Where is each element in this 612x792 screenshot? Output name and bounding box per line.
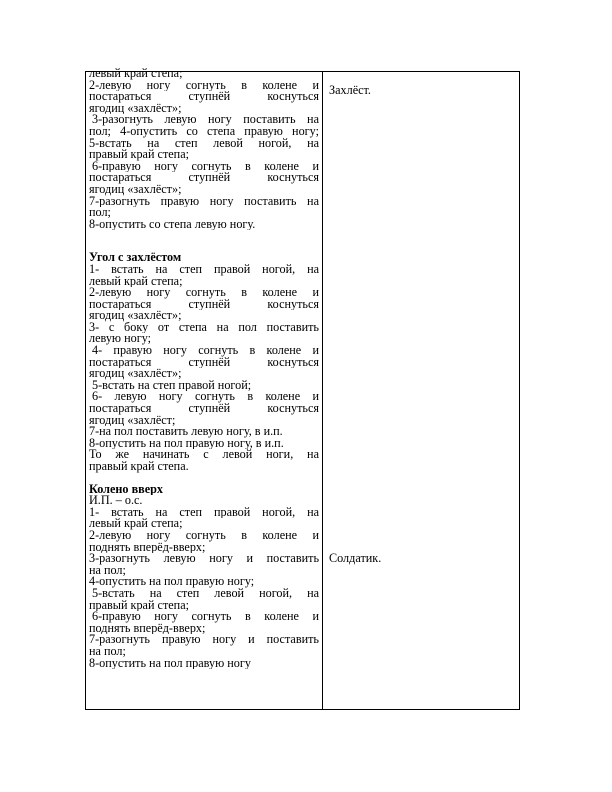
- text-line: поднять вперёд-вверх;: [89, 622, 206, 635]
- text-line: 3-разогнуть левую ногу и поставить: [89, 553, 319, 565]
- section-heading: Угол с захлёстом: [89, 252, 182, 264]
- text-line: 6-правую ногу согнуть в колене и: [92, 160, 319, 173]
- text-line: 5-встать на степ левой ногой, на: [92, 587, 319, 600]
- block-2: [89, 252, 319, 472]
- text-line: ягодиц «захлёст»;: [89, 183, 182, 196]
- text-line: 3- с боку от степа на пол поставить: [89, 321, 319, 334]
- text-line: поднять вперёд-вверх;: [89, 541, 206, 554]
- text-line: 2-левую ногу согнуть в колене и: [89, 287, 319, 299]
- text-line: постараться ступнёй коснуться: [89, 356, 319, 369]
- text-line: левый край степа;: [89, 275, 183, 288]
- text-line: ягодиц «захлёст;: [89, 414, 176, 427]
- text-line: левый край степа;: [89, 68, 183, 80]
- text-line: 4- правую ногу согнуть в колене и: [92, 345, 319, 357]
- text-line: на пол;: [89, 645, 126, 658]
- left-column: [89, 68, 319, 669]
- note-soldatik: Солдатик.: [329, 551, 382, 565]
- block-1: [89, 68, 319, 230]
- text-line: пол;: [89, 207, 111, 219]
- note-zakhlyost: Захлёст.: [329, 83, 371, 97]
- text-line: То же начинать с левой ноги, на: [89, 449, 319, 461]
- text-line: постараться ступнёй коснуться: [89, 172, 319, 184]
- text-line: ягодиц «захлёст»;: [89, 310, 182, 322]
- text-line: правый край степа;: [89, 599, 189, 612]
- column-divider: [322, 71, 323, 710]
- text-line: 8-опустить со степа левую ногу.: [89, 218, 256, 231]
- text-line: постараться ступнёй коснуться: [89, 403, 319, 415]
- text-line: на пол;: [89, 564, 126, 577]
- text-line: 2-левую ногу согнуть в колене и: [89, 79, 319, 92]
- text-line: 4-опустить на пол правую ногу;: [89, 576, 255, 588]
- text-line: 7-разогнуть правую ногу и поставить: [89, 634, 319, 646]
- text-line: 8-опустить на пол правую ногу: [89, 657, 251, 670]
- text-line: 6- левую ногу согнуть в колене и: [92, 391, 319, 404]
- block-3: [89, 484, 319, 670]
- section-heading: Колено вверх: [89, 483, 164, 496]
- text-line: 7-на пол поставить левую ногу, в и.п.: [89, 426, 283, 438]
- text-line: постараться ступнёй коснуться: [89, 91, 319, 103]
- text-line: левый край степа;: [89, 518, 183, 530]
- text-line: ягодиц «захлёст»;: [89, 102, 182, 115]
- text-line: 1- встать на степ правой ногой, на: [89, 506, 319, 519]
- text-line: И.П. – о.с.: [89, 495, 143, 507]
- text-line: правый край степа.: [89, 461, 189, 473]
- text-line: 5-встать на степ правой ногой;: [92, 379, 252, 392]
- text-line: 2-левую ногу согнуть в колене и: [89, 529, 319, 542]
- text-line: левую ногу;: [89, 333, 152, 346]
- text-line: пол; 4-опустить со степа правую ногу;: [89, 125, 319, 138]
- text-line: 8-опустить на пол правую ногу, в и.п.: [89, 437, 284, 450]
- text-line: ягодиц «захлёст»;: [89, 368, 182, 380]
- text-line: 5-встать на степ левой ногой, на: [89, 137, 319, 150]
- text-line: 1- встать на степ правой ногой, на: [89, 263, 319, 276]
- text-line: 3-разогнуть левую ногу поставить на: [92, 114, 319, 126]
- text-line: правый край степа;: [89, 149, 189, 161]
- text-line: постараться ступнёй коснуться: [89, 298, 319, 311]
- text-line: 6-правую ногу согнуть в колене и: [92, 611, 319, 623]
- text-line: 7-разогнуть правую ногу поставить на: [89, 195, 319, 208]
